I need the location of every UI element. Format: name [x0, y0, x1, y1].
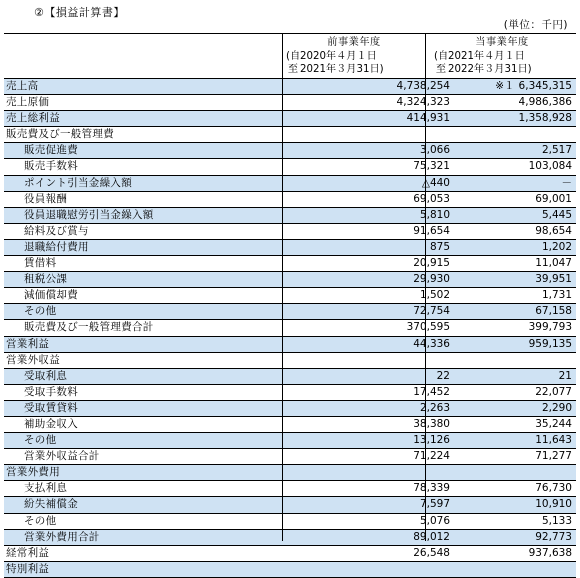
- current-period-value: 69,001: [535, 192, 572, 205]
- table-row: [4, 353, 576, 369]
- table-body: [4, 79, 576, 578]
- current-period-value: 98,654: [535, 224, 572, 237]
- row-label: その他: [24, 434, 57, 447]
- table-row: [4, 111, 576, 127]
- current-period-cell: [535, 304, 572, 319]
- current-period-value: 2,290: [541, 401, 572, 414]
- current-period-cell: [529, 320, 572, 335]
- row-label: 退職給付費用: [24, 240, 89, 253]
- current-period-value: 5,445: [541, 208, 572, 221]
- current-period-cell: [495, 79, 572, 94]
- current-period-cell: [535, 481, 572, 496]
- row-label: 売上総利益: [6, 112, 60, 125]
- current-period-cell: [529, 159, 572, 174]
- table-row: [4, 288, 576, 304]
- prior-period-value: △440: [421, 176, 450, 189]
- row-label: その他: [24, 305, 57, 318]
- prior-period-value: 26,548: [413, 546, 450, 559]
- current-period-value: 959,135: [528, 337, 572, 350]
- row-label: 営業外収益: [6, 353, 60, 366]
- row-label: 売上原価: [6, 96, 50, 109]
- prior-period-value: 4,324,323: [396, 96, 450, 109]
- prior-period-value: 7,597: [419, 498, 450, 511]
- table-row: [4, 320, 576, 336]
- current-to-prefix: 至: [435, 64, 447, 75]
- row-label: その他: [24, 514, 57, 527]
- table-row: [4, 192, 576, 208]
- row-label: 販売促進費: [24, 144, 78, 157]
- prior-period-value: 875: [429, 240, 450, 253]
- prior-to-date: 2021年３月31日): [300, 64, 384, 75]
- table-row: [4, 465, 576, 481]
- row-label: 経常利益: [6, 546, 50, 559]
- prior-period-value: 17,452: [413, 385, 450, 398]
- column-divider-current: [425, 33, 426, 541]
- current-to-date: 2022年３月31日): [448, 64, 532, 75]
- current-period-cell: [542, 240, 572, 255]
- prior-period-value: 78,339: [413, 482, 450, 495]
- table-row: [4, 530, 576, 546]
- row-label: 販売費及び一般管理費: [6, 128, 114, 141]
- current-period-value: 2,517: [541, 144, 572, 157]
- table-row: [4, 95, 576, 111]
- prior-period-value: 2,263: [419, 401, 450, 414]
- row-label: 減価償却費: [24, 289, 78, 302]
- prior-period-value: 69,053: [413, 192, 450, 205]
- current-period-value: 92,773: [535, 530, 572, 543]
- prior-period-value: 38,380: [413, 417, 450, 430]
- current-period-cell: [535, 385, 572, 400]
- current-from-prefix: (自: [434, 50, 449, 62]
- row-label: 営業外費用: [6, 466, 60, 479]
- table-row: [4, 481, 576, 497]
- current-period-cell: [535, 449, 572, 464]
- table-row: [4, 240, 576, 256]
- table-row: [4, 176, 576, 192]
- current-period-from: [434, 50, 570, 64]
- current-period-value: 937,638: [528, 546, 572, 559]
- table-row: [4, 385, 576, 401]
- prior-period-value: 29,930: [413, 273, 450, 286]
- statement-title: ②【損益計算書】: [34, 6, 125, 19]
- current-period-value: 4,986,386: [518, 96, 572, 109]
- unit-label: (単位：千円): [503, 19, 568, 31]
- row-label: 役員報酬: [24, 192, 68, 205]
- table-row: [4, 256, 576, 272]
- current-period-cell: [542, 401, 572, 416]
- table-row: [4, 127, 576, 143]
- current-period-value: 11,643: [535, 434, 572, 447]
- current-period-value: 35,244: [535, 417, 572, 430]
- table-row: [4, 304, 576, 320]
- table-row: [4, 159, 576, 175]
- prior-period-value: 89,012: [413, 530, 450, 543]
- current-period-value: 39,951: [535, 273, 572, 286]
- current-period-cell: [519, 95, 572, 110]
- column-divider-prior: [282, 33, 283, 541]
- prior-from-prefix: (自: [286, 50, 301, 62]
- prior-period-value: 3,066: [419, 144, 450, 157]
- table-row: [4, 224, 576, 240]
- table-row: [4, 417, 576, 433]
- row-label: 給料及び賞与: [24, 224, 89, 237]
- prior-period-value: 13,126: [413, 434, 450, 447]
- row-label: 支払利息: [24, 482, 68, 495]
- current-period-value: 76,730: [535, 482, 572, 495]
- current-period-value: 11,047: [535, 257, 572, 270]
- prior-period-from: [286, 50, 422, 64]
- prior-period-value: 370,595: [406, 321, 450, 334]
- current-period-value: 103,084: [528, 160, 572, 173]
- row-label: 営業外収益合計: [24, 450, 100, 463]
- current-period-cell: [535, 256, 572, 271]
- prior-to-prefix: 至: [287, 64, 299, 75]
- prior-period-to: [286, 63, 422, 77]
- prior-period-value: 71,224: [413, 450, 450, 463]
- prior-period-value: 91,654: [413, 224, 450, 237]
- row-label: 売上高: [6, 80, 39, 92]
- current-period-cell: [535, 224, 572, 239]
- prior-period-value: 72,754: [413, 305, 450, 318]
- row-label: 受取賃貸料: [24, 401, 78, 414]
- current-period-cell: [529, 546, 572, 561]
- row-label: 販売手数料: [24, 160, 78, 173]
- current-period-value: 1,731: [541, 289, 572, 302]
- current-period-value: 5,133: [541, 514, 572, 527]
- row-label: 受取手数料: [24, 385, 78, 398]
- prior-period-value: 75,321: [413, 160, 450, 173]
- current-period-cell: [542, 143, 572, 158]
- current-period-cell: [562, 176, 573, 191]
- prior-period-title: 前事業年度: [327, 37, 381, 48]
- current-period-value: 1,202: [541, 240, 572, 253]
- current-period-cell: [535, 433, 572, 448]
- row-label: 賃借料: [24, 257, 57, 270]
- current-period-value: －: [561, 176, 572, 189]
- current-period-cell: [535, 417, 572, 432]
- current-period-cell: [535, 192, 572, 207]
- current-period-cell: [542, 514, 572, 529]
- prior-period-value: 5,076: [419, 514, 450, 527]
- row-label: 補助金収入: [24, 417, 78, 430]
- current-period-cell: [519, 111, 572, 126]
- table-row: [4, 562, 576, 578]
- current-period-value: 10,910: [535, 498, 572, 511]
- table-row: [4, 514, 576, 530]
- table-row: [4, 208, 576, 224]
- footnote-marker: ※１: [495, 80, 515, 92]
- prior-period-value: 1,502: [419, 289, 450, 302]
- row-label: 特別利益: [6, 562, 50, 575]
- row-label: 営業外費用合計: [24, 530, 100, 543]
- current-period-cell: [535, 497, 572, 512]
- prior-period-value: 20,915: [413, 257, 450, 270]
- row-label: 販売費及び一般管理費合計: [24, 321, 154, 334]
- table-row: [4, 401, 576, 417]
- table-row: [4, 272, 576, 288]
- table-row: [4, 369, 576, 385]
- current-period-value: 71,277: [535, 450, 572, 463]
- current-period-value: 399,793: [528, 321, 572, 334]
- row-label: 役員退職慰労引当金繰入額: [24, 208, 154, 221]
- current-period-value: 22,077: [535, 385, 572, 398]
- row-label: ポイント引当金繰入額: [24, 176, 132, 189]
- current-period-cell: [535, 530, 572, 545]
- table-row: [4, 433, 576, 449]
- current-period-cell: [529, 337, 572, 352]
- table-row: [4, 143, 576, 159]
- table-header: [4, 34, 576, 79]
- current-period-value: 6,345,315: [518, 80, 572, 92]
- current-period-value: 1,358,928: [518, 112, 572, 125]
- current-period-value: 67,158: [535, 305, 572, 318]
- prior-from-date: 2020年４月１日: [300, 50, 377, 62]
- table-row: [4, 337, 576, 353]
- current-period-cell: [535, 272, 572, 287]
- prior-period-value: 414,931: [406, 112, 450, 125]
- current-period-cell: [542, 208, 572, 223]
- income-statement-table: [4, 33, 576, 578]
- current-period-value: 21: [558, 369, 572, 382]
- current-period-cell: [559, 369, 572, 384]
- prior-period-value: 4,738,254: [396, 80, 450, 92]
- row-label: 受取利息: [24, 369, 68, 382]
- current-period-to: [434, 63, 570, 77]
- prior-period-header: [286, 36, 422, 77]
- current-from-date: 2021年４月１日: [448, 50, 525, 62]
- table-row: [4, 546, 576, 562]
- prior-period-value: 22: [436, 369, 450, 382]
- table-row: [4, 79, 576, 95]
- table-row: [4, 449, 576, 465]
- current-period-cell: [542, 288, 572, 303]
- row-label: 営業利益: [6, 337, 50, 350]
- current-period-header: [434, 36, 570, 77]
- row-label: 租税公課: [24, 273, 68, 286]
- row-label: 紛失補償金: [24, 498, 78, 511]
- current-period-title: 当事業年度: [475, 37, 529, 48]
- prior-period-value: 44,336: [413, 337, 450, 350]
- prior-period-value: 5,810: [419, 208, 450, 221]
- table-row: [4, 497, 576, 513]
